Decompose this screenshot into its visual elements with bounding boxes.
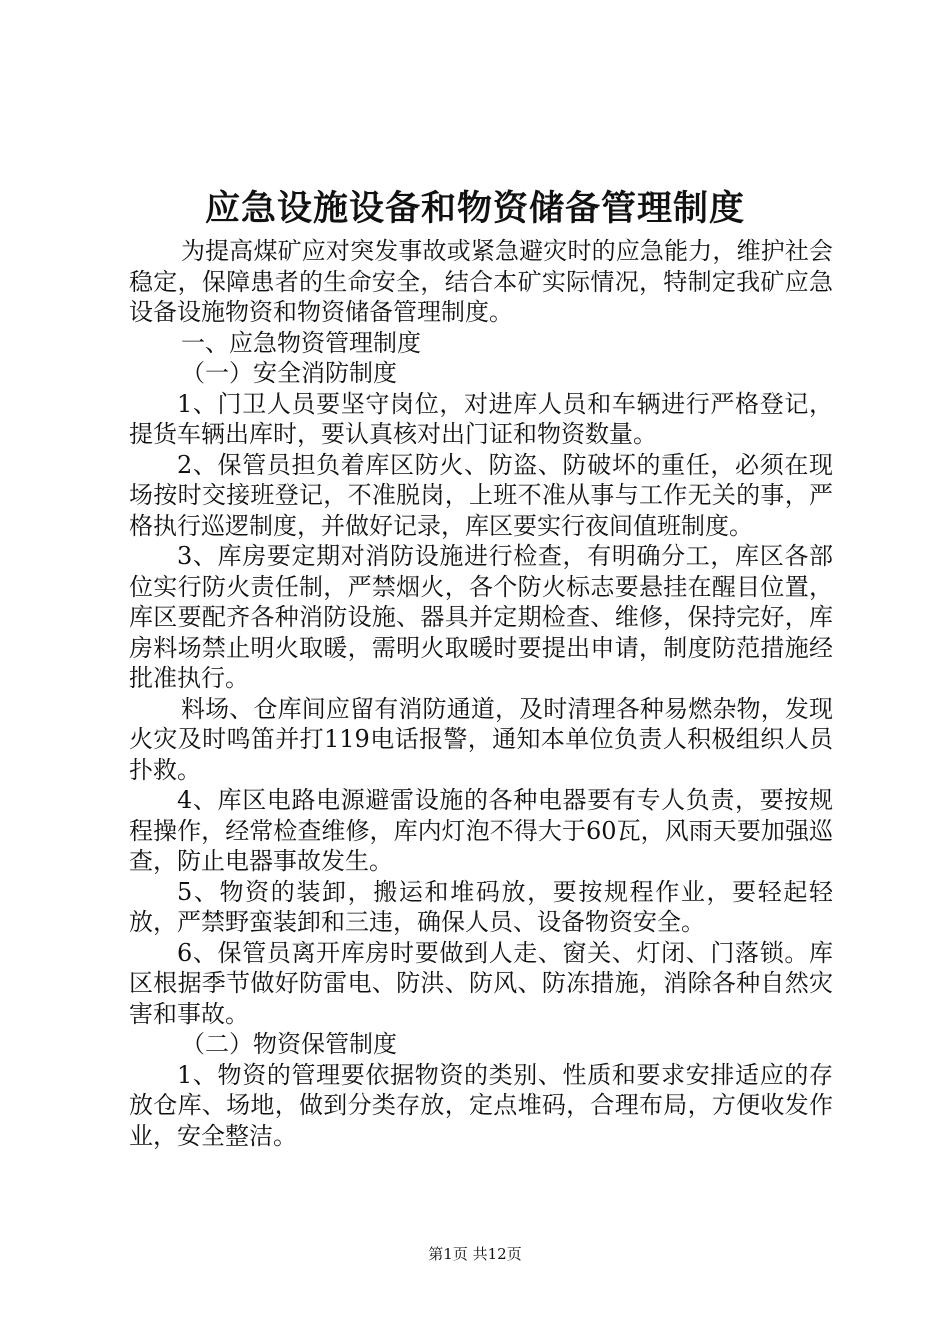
rule-paragraph: 3、库房要定期对消防设施进行检查，有明确分工，库区各部位实行防火责任制，严禁烟火，各个防火标志要悬挂在醒目位置，库区要配齐各种消防设施、器具并定期检查、维修，保持完好，库房料场禁止明火取暖，需明火取暖时要提出申请，制度防范措施经批准执行。 <box>129 542 833 692</box>
subsection-heading-2: （二）物资保管制度 <box>181 1030 397 1058</box>
rule-paragraph: 1、门卫人员要坚守岗位，对进库人员和车辆进行严格登记，提货车辆出库时，要认真核对出门证和物资数量。 <box>129 389 833 448</box>
rule-paragraph: 5、物资的装卸，搬运和堆码放，要按规程作业，要轻起轻放，严禁野蛮装卸和三违，确保人员、设备物资安全。 <box>129 877 833 936</box>
page-footer: 第1页 共12页 <box>428 1245 522 1263</box>
document-title: 应急设施设备和物资储备管理制度 <box>204 188 745 229</box>
rule-paragraph: 1、物资的管理要依据物资的类别、性质和要求安排适应的存放仓库、场地，做到分类存放，定点堆码，合理布局，方便收发作业，安全整洁。 <box>129 1060 833 1150</box>
rule-paragraph: 6、保管员离开库房时要做到人走、窗关、灯闭、门落锁。库区根据季节做好防雷电、防洪、防风、防冻措施，消除各种自然灾害和事故。 <box>129 938 833 1028</box>
rule-paragraph: 料场、仓库间应留有消防通道，及时清理各种易燃杂物，发现火灾及时鸣笛并打119电话报警，通知本单位负责人积极组织人员扑救。 <box>129 694 833 784</box>
section-heading-1: 一、应急物资管理制度 <box>181 328 421 357</box>
rule-paragraph: 4、库区电路电源避雷设施的各种电器要有专人负责，要按规程操作，经常检查维修，库内灯泡不得大于60瓦，风雨天要加强巡查，防止电器事故发生。 <box>129 786 833 875</box>
document-body <box>129 236 833 1151</box>
rule-paragraph: 2、保管员担负着库区防火、防盗、防破坏的重任，必须在现场按时交接班登记，不准脱岗，上班不准从事与工作无关的事，严格执行巡逻制度，并做好记录，库区要实行夜间值班制度。 <box>129 450 833 540</box>
intro-paragraph: 为提高煤矿应对突发事故或紧急避灾时的应急能力，维护社会稳定，保障患者的生命安全，结合本矿实际情况，特制定我矿应急设备设施物资和物资储备管理制度。 <box>129 237 833 326</box>
subsection-heading-1: （一）安全消防制度 <box>181 359 397 387</box>
